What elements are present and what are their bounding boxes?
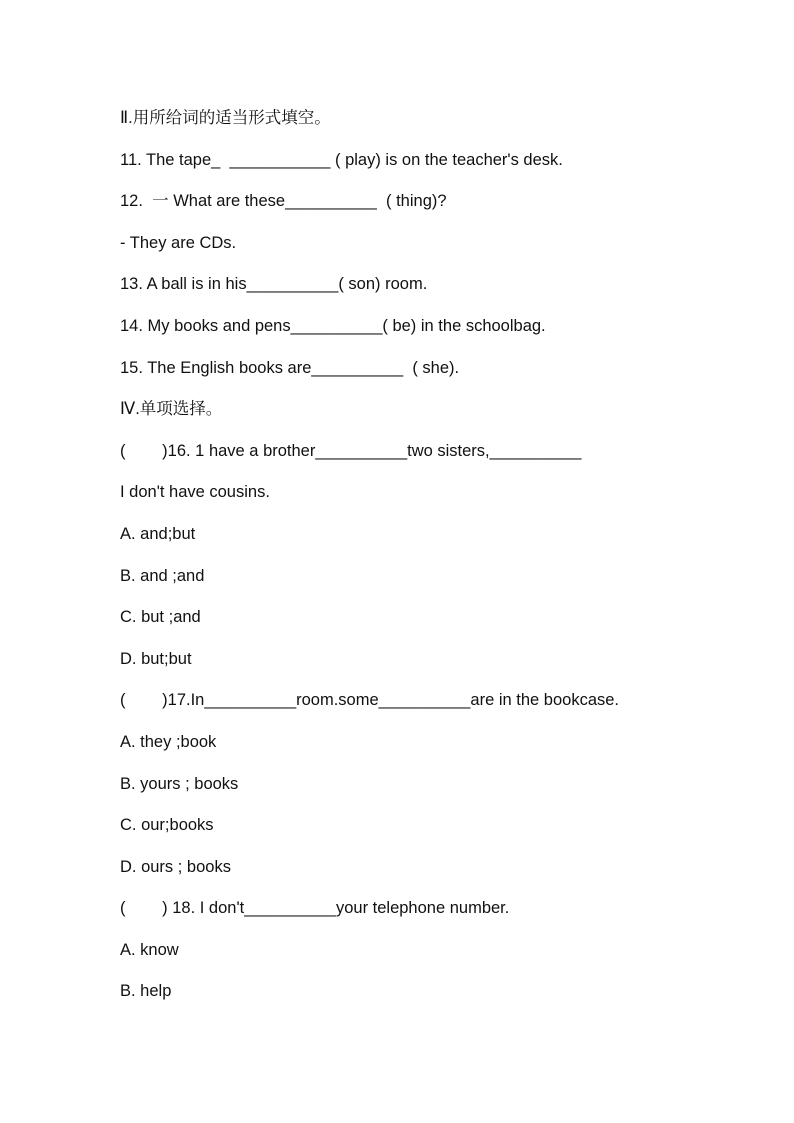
question-18-option-a: A. know [120, 940, 179, 959]
question-17: ( )17.In__________room.some__________are in the bookcase. [120, 691, 620, 710]
question-16-continuation: I don't have cousins. [120, 483, 270, 502]
question-15: 15. The English books are__________ ( she). [120, 358, 460, 377]
question-16-option-d: D. but;but [120, 649, 192, 668]
question-18-option-b: B. help [120, 982, 172, 1001]
question-17-option-a: A. they ;book [120, 732, 217, 751]
worksheet-content [120, 104, 740, 1019]
question-11: 11. The tape_ ___________ ( play) is on the teacher's desk. [120, 150, 563, 169]
question-12: 12. 一 What are these__________ ( thing)? [120, 192, 447, 211]
question-16-option-a: A. and;but [120, 524, 196, 543]
question-17-option-c: C. our;books [120, 816, 214, 835]
question-16-option-b: B. and ;and [120, 566, 205, 585]
section-heading-fill-in: Ⅱ.用所给词的适当形式填空。 [120, 109, 331, 127]
question-14: 14. My books and pens__________( be) in the schoolbag. [120, 316, 546, 335]
section-heading-multiple-choice: Ⅳ.单项选择。 [120, 400, 223, 419]
question-12-answer-line: - They are CDs. [120, 233, 237, 252]
question-16-option-c: C. but ;and [120, 608, 201, 627]
question-17-option-d: D. ours ; books [120, 857, 231, 876]
question-18: ( ) 18. I don't__________your telephone number. [120, 899, 510, 918]
question-17-option-b: B. yours ; books [120, 774, 239, 793]
question-16: ( )16. 1 have a brother__________two sisters,__________ [120, 441, 582, 460]
question-13: 13. A ball is in his__________( son) room. [120, 275, 428, 294]
